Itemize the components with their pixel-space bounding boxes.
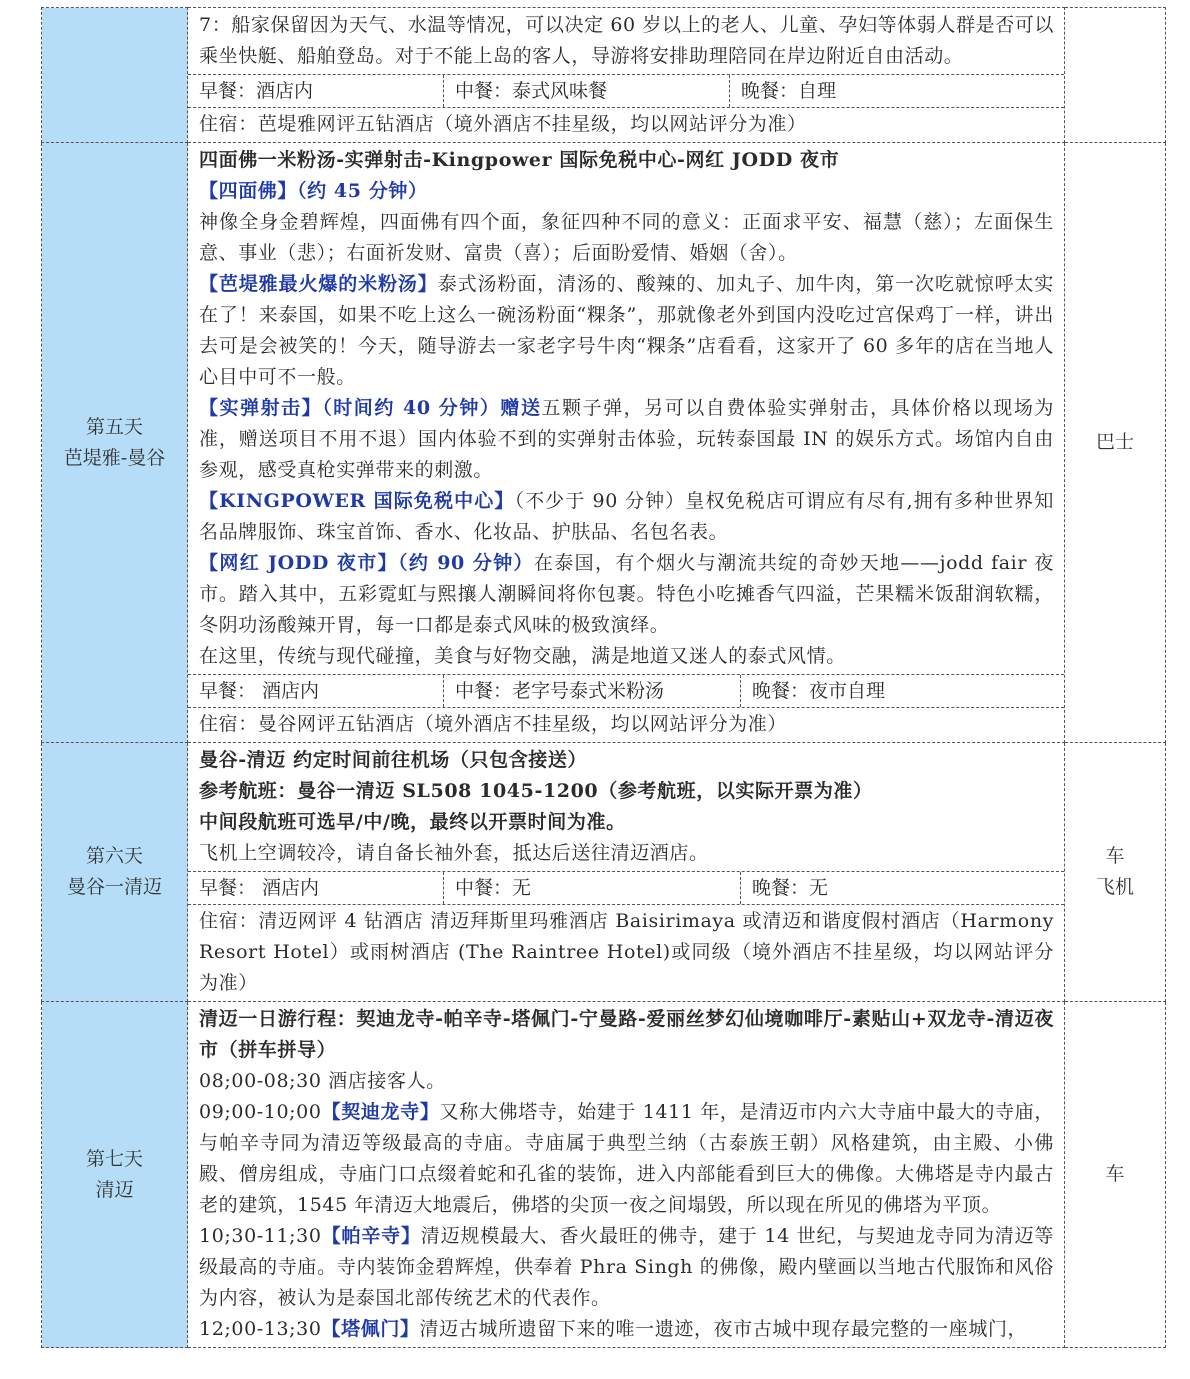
day5-sight5-text: 在泰国，有个烟火与潮流共绽的奇妙天地——jodd fair 夜市。踏入其中，五彩霓虹与熙攘人潮瞬间将你包裹。特色小吃摊香气四溢，芒果糯米饭甜润软糯，冬阴功汤酸辣开胃，每一口都是泰式风味的极致演绎。 bbox=[199, 552, 1054, 636]
day5-transport: 巴士 bbox=[1095, 431, 1134, 453]
day6-meals bbox=[188, 871, 1064, 904]
day5-meals bbox=[188, 674, 1064, 707]
day7-title: 清迈一日游行程：契迪龙寺-帕辛寺-塔佩门-宁曼路-爱丽丝梦幻仙境咖啡厅-素贴山+双龙寺-清迈夜市（拼车拼导） bbox=[199, 1008, 1054, 1061]
day4-dinner: 晚餐：自理 bbox=[741, 80, 837, 102]
day7-transport: 车 bbox=[1105, 1163, 1125, 1185]
day5-day-label: 第五天 bbox=[85, 415, 143, 438]
day5-content-cell bbox=[188, 143, 1065, 743]
day6-route: 曼谷一清迈 bbox=[66, 876, 162, 898]
day6-lodging: 住宿：清迈网评 4 钻酒店 清迈拜斯里玛雅酒店 Baisirimaya 或清迈和谐度假村酒店（Harmony Resort Hotel）或雨树酒店 (The Raintree Hotel)或同级（境外酒店不挂星级，均以网站评分为准） bbox=[188, 904, 1064, 1001]
day5-sight2-heading: 【芭堤雅最火爆的米粉汤】 bbox=[199, 273, 438, 295]
day7-sight1-text: 又称大佛塔寺，始建于 1411 年，是清迈市内六大寺庙中最大的寺庙，与帕辛寺同为清迈等级最高的寺庙。寺庙属于典型兰纳（古泰族王朝）风格建筑，由主殿、小佛殿、僧房组成，寺庙门口点缀着蛇和孔雀的装饰，进入内部能看到巨大的佛像。大佛塔是寺内最古老的建筑，1545 年清迈大地震后，佛塔的尖顶一夜之间塌毁，所以现在所见的佛塔为平顶。 bbox=[199, 1101, 1054, 1216]
day5-sight3-heading: 【实弹射击】（时间约 40 分钟）赠送 bbox=[199, 397, 542, 419]
day6-transport-cell bbox=[1065, 743, 1166, 1002]
day4-meals bbox=[188, 74, 1064, 107]
day7-sight1-heading: 【契迪龙寺】 bbox=[321, 1101, 440, 1123]
day7-time1: 08;00-08;30 酒店接客人。 bbox=[199, 1070, 446, 1092]
day6-flight-note: 中间段航班可选早/中/晚，最终以开票时间为准。 bbox=[199, 811, 626, 833]
itinerary-table bbox=[41, 7, 1166, 1348]
day5-breakfast: 早餐： 酒店内 bbox=[188, 675, 444, 707]
day6-lunch: 中餐：无 bbox=[444, 872, 741, 904]
day5-lunch: 中餐：老字号泰式米粉汤 bbox=[444, 675, 741, 707]
day7-route: 清迈 bbox=[95, 1178, 134, 1201]
day6-transport-car: 车 bbox=[1105, 845, 1125, 867]
day5-dinner: 晚餐：夜市自理 bbox=[752, 680, 886, 702]
day4-label-cell bbox=[42, 8, 188, 143]
day5-lodging: 住宿：曼谷网评五钻酒店（境外酒店不挂星级，均以网站评分为准） bbox=[188, 707, 1064, 742]
day5-row bbox=[42, 143, 1166, 743]
day7-time3: 10;30-11;30 bbox=[199, 1225, 322, 1247]
day5-sight5-heading: 【网红 JODD 夜市】（约 90 分钟） bbox=[199, 552, 534, 574]
day6-line1: 曼谷-清迈 约定时间前往机场（只包含接送） bbox=[199, 749, 588, 771]
day6-line4: 飞机上空调较冷，请自备长袖外套，抵达后送往清迈酒店。 bbox=[199, 842, 709, 864]
day5-label-cell bbox=[42, 143, 188, 743]
day7-sight3-heading: 【塔佩门】 bbox=[321, 1318, 420, 1340]
day6-day-label: 第六天 bbox=[85, 845, 143, 867]
day7-sight3-text: 清迈古城所遗留下来的唯一遗迹，夜市古城中现存最完整的一座城门， bbox=[419, 1318, 1028, 1340]
day7-row bbox=[42, 1002, 1166, 1348]
day6-row bbox=[42, 743, 1166, 1002]
day4-note: 7：船家保留因为天气、水温等情况，可以决定 60 岁以上的老人、儿童、孕妇等体弱人群是否可以乘坐快艇、船舶登岛。对于不能上岛的客人，导游将安排助理陪同在岸边附近自由活动。 bbox=[199, 14, 1054, 67]
day6-breakfast: 早餐： 酒店内 bbox=[188, 872, 444, 904]
day5-title: 四面佛一米粉汤-实弹射击-Kingpower 国际免税中心-网红 JODD 夜市 bbox=[199, 149, 840, 171]
day7-sight2-text: 清迈规模最大、香火最旺的佛寺，建于 14 世纪，与契迪龙寺同为清迈等级最高的寺庙。寺内装饰金碧辉煌，供奉着 Phra Singh 的佛像，殿内壁画以当地古代服饰和风俗为内容，被认为是泰国北部传统艺术的代表作。 bbox=[199, 1225, 1054, 1309]
day7-label-cell bbox=[42, 1002, 188, 1348]
day6-dinner: 晚餐：无 bbox=[752, 877, 829, 899]
day6-transport-plane: 飞机 bbox=[1095, 876, 1134, 898]
day7-transport-cell bbox=[1065, 1002, 1166, 1348]
day5-sight4-text: （不少于 90 分钟）皇权免税店可谓应有尽有,拥有多种世界知名品牌服饰、珠宝首饰、香水、化妆品、护肤品、名包名表。 bbox=[199, 490, 1055, 543]
day5-sight3-text: 五颗子弹，另可以自费体验实弹射击，具体价格以现场为准，赠送项目不用不退）国内体验不到的实弹射击体验，玩转泰国最 IN 的娱乐方式。场馆内自由参观，感受真枪实弹带来的刺激。 bbox=[199, 397, 1054, 481]
day7-day-label: 第七天 bbox=[85, 1147, 143, 1170]
day5-sight1-text: 神像全身金碧辉煌，四面佛有四个面，象征四种不同的意义：正面求平安、福慧（慈）；左面保生意、事业（悲）；右面祈发财、富贵（喜）；后面盼爱情、婚姻（舍）。 bbox=[199, 211, 1054, 264]
day5-transport-cell bbox=[1065, 143, 1166, 743]
day6-flight-line: 参考航班：曼谷一清迈 SL508 1045-1200（参考航班，以实际开票为准） bbox=[199, 780, 873, 802]
day7-content-cell bbox=[188, 1002, 1065, 1348]
day5-closing-text: 在这里，传统与现代碰撞，美食与好物交融，满是地道又迷人的泰式风情。 bbox=[199, 645, 846, 667]
day4-row bbox=[42, 8, 1166, 143]
day6-content-cell bbox=[188, 743, 1065, 1002]
day5-sight1-heading: 【四面佛】（约 45 分钟） bbox=[199, 180, 428, 202]
day7-time2: 09;00-10;00 bbox=[199, 1101, 322, 1123]
day4-transport-cell bbox=[1065, 8, 1166, 143]
day4-lodging: 住宿：芭堤雅网评五钻酒店（境外酒店不挂星级，均以网站评分为准） bbox=[188, 107, 1064, 142]
day5-sight2-text: 泰式汤粉面，清汤的、酸辣的、加丸子、加牛肉，第一次吃就惊呼太实在了！来泰国，如果不吃上这么一碗汤粉面“粿条”，那就像老外到国内没吃过宫保鸡丁一样，讲出去可是会被笑的！今天，随导游去一家老字号牛肉“粿条”店看看，这家开了 60 多年的店在当地人心目中可不一般。 bbox=[199, 273, 1054, 388]
day7-sight2-heading: 【帕辛寺】 bbox=[321, 1225, 421, 1247]
day4-content-cell bbox=[188, 8, 1065, 143]
day5-sight4-heading: 【KINGPOWER 国际免税中心】 bbox=[199, 490, 515, 512]
day6-label-cell bbox=[42, 743, 188, 1002]
day4-lunch: 中餐：泰式风味餐 bbox=[444, 75, 730, 107]
day5-route: 芭堤雅-曼谷 bbox=[63, 446, 166, 469]
day4-breakfast: 早餐：酒店内 bbox=[188, 75, 444, 107]
day7-time4: 12;00-13;30 bbox=[199, 1318, 322, 1340]
